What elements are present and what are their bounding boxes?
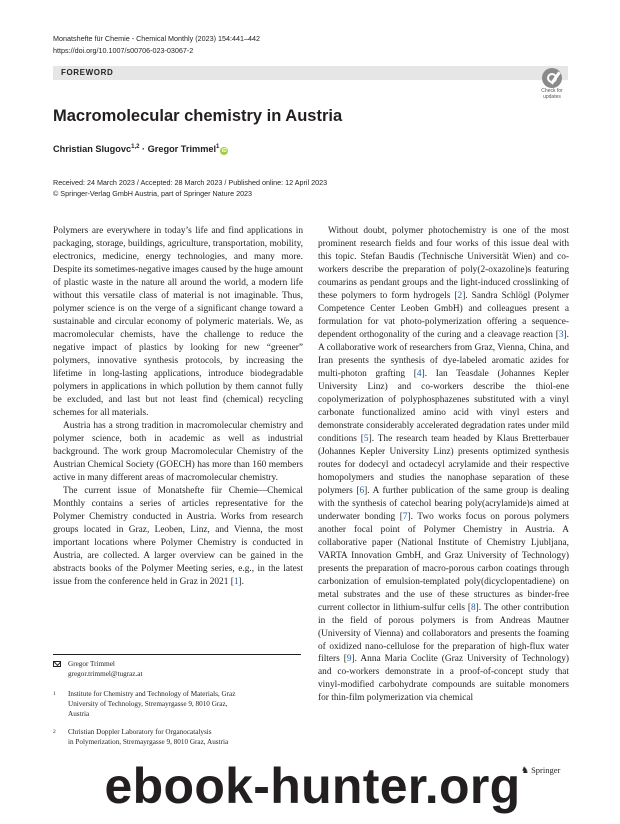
contact-email[interactable]: gregor.trimmel@tugraz.at [68, 670, 143, 678]
author-name[interactable]: Gregor Trimmel [147, 144, 217, 154]
orcid-icon[interactable]: iD [221, 148, 227, 154]
check-for-updates-badge[interactable] [537, 68, 567, 100]
doi-link[interactable]: https://doi.org/10.1007/s00706-023-03067-2 [53, 45, 194, 55]
body-paragraph: Without doubt, polymer photochemistry is one of the most prominent research fields and four works of this issue deal with this topic. Stefan Baudis (Technische Universität Wien) and co-workers describe the preparation of poly(2-oxazoline)s featuring coumarins as pendant groups and the light-induced crosslinking of these polymers to form hydrogels [2]. Sandra Schlögl (Polymer Competence Center Leoben GmbH) and colleagues present a formulation for vat photo-polymerization offering a sequence-dependent orthogonality of the curing and a cleavage reaction [3]. A collaborative work of researchers from Graz, Vienna, China, and Iran presents the synthesis of dye-labeled aromatic azides for multi-photon grafting [4]. Ian Teasdale (Johannes Kepler University Linz) and co-workers describe the thiol-ene copolymerization of polyphosphazenes substituted with a vinyl carbonate functionalized amino acid with vinyl esters and demonstrate considerably accelerated degradation rates under mild conditions [5]. The research team headed by Klaus Bretterbauer (Johannes Kepler University Linz) presents optimized synthesis routes for dodecyl and octadecyl acrylamide and their respective homopolymers and studies the nanophase separation of these polymers [6]. A further publication of the same group is dealing with the synthesis of catechol bearing poly(acrylamide)s aimed at underwater bonding [7]. Two works focus on porous polymers another focal point of Polymer Chemistry in Austria. A collaborative paper (National Institute of Chemistry Ljubljana, VARTA Innovation GmbH, and Graz University of Technology) presents the preparation of macro-porous carbon coatings through carbonization of emulsion-templated poly(dicyclopentadiene) on metal substrates and the use of these structures as binder-free current collector in lithium-sulfur cells [8]. The other contribution in the field of porous polymers is from Andreas Mautner (University of Vienna) and collaborators and presents the foaming of oxidized nano-cellulose for the preparation of high-flux water filters [9]. Anna Maria Coclite (Graz University of Technology) and co-workers demonstrate in a proof-of-concept study that vinyl-modified carbohydrate compounds are suitable monomers for thin-film polymerization via chemical [318, 226, 570, 704]
check-for-updates-icon [542, 68, 562, 88]
author-name[interactable]: Christian Slugovc [53, 144, 132, 154]
reference-link[interactable]: 4 [416, 368, 422, 379]
affiliation-1: 1 Institute for Chemistry and Technology of Materials, Graz University of Technology, Stremayrgasse 9, 8010 Graz, Austria [53, 690, 236, 718]
article-history [53, 177, 327, 199]
check-for-updates-text: Check for updates [541, 88, 563, 100]
publisher-name: Springer [531, 765, 561, 775]
contact-name: Gregor Trimmel [68, 660, 115, 668]
body-paragraph: Polymers are everywhere in today’s life and find applications in packaging, storage, buildings, agriculture, transportation, mobility, electronics, medicine, energy technologies, and many more. Despite its sometimes-negative images caused by the huge amount of plastic waste in the nature all around the world, a modern life without this versatile class of material is not imaginable. Thus, polymer science is on the verge of a significant change toward a sustainable and circular economy of polymeric materials. We, as macromolecular chemists, have the challenge to reduce the negative impact of plastics by looking for new “greener” polymers, innovative synthesis protocols, by increasing the lifetime in long-lasting applications, introduce biodegradable polymers in applications in which pollution by them cannot fully be excluded, and last but not least find (chemical) recycling schemes for all materials. [53, 226, 303, 418]
reference-link[interactable]: 1 [233, 576, 239, 587]
body-paragraph: Austria has a strong tradition in macromolecular chemistry and polymer science, both in academic as well as industrial background. The work group Macromolecular Chemistry of the Austrian Chemical Society (GOECH) has more than 160 members active in many different areas of macromolecular chemistry. [53, 420, 303, 483]
section-band [53, 66, 568, 80]
footnote-divider [53, 654, 301, 655]
reference-link[interactable]: 9 [346, 654, 352, 665]
author-affiliation-marker: 1 [216, 144, 220, 150]
running-header [53, 33, 260, 56]
watermark: ebook-hunter.org [104, 758, 521, 814]
article-title: Macromolecular chemistry in Austria [53, 107, 343, 125]
springer-horse-icon: ♞ [521, 765, 530, 775]
corresponding-author [53, 659, 303, 681]
reference-link[interactable]: 3 [558, 329, 564, 340]
body-paragraph: The current issue of Monatshefte für Chemie—Chemical Monthly contains a series of articles representative for the Polymer Chemistry conducted in Austria. Works from research groups located in Graz, Leoben, Linz, and Vienna, the most important locations where Polymer Chemistry is conducted in Austria, are collected. A larger overview can be gained in the abstracts books of the Polymer Meeting series, e.g., in the latest issue from the conference held in Graz in 2021 [1]. [53, 485, 303, 587]
reference-link[interactable]: 5 [363, 433, 369, 444]
section-label: FOREWORD [61, 68, 114, 77]
reference-link[interactable]: 2 [457, 290, 463, 301]
body-column-left [53, 225, 303, 589]
author-affiliation-marker: 1,2 [131, 144, 140, 150]
reference-link[interactable]: 8 [470, 602, 476, 613]
journal-citation: Monatshefte für Chemie - Chemical Monthly (2023) 154:441–442 [53, 34, 260, 43]
affiliation-2: 2 Christian Doppler Laboratory for Organocatalysis in Polymerization, Stremayrgasse 9, 8010 Graz, Austria [53, 728, 229, 746]
envelope-icon [53, 660, 61, 670]
copyright-line: © Springer-Verlag GmbH Austria, part of Springer Nature 2023 [53, 189, 253, 198]
reference-link[interactable]: 7 [402, 511, 408, 522]
body-column-right [318, 225, 569, 705]
publication-dates: Received: 24 March 2023 / Accepted: 28 March 2023 / Published online: 12 April 2023 [53, 178, 328, 187]
affiliation-number: 1 [53, 691, 56, 697]
affiliation-number: 2 [53, 729, 56, 735]
author-list [53, 144, 228, 155]
reference-link[interactable]: 6 [359, 485, 365, 496]
author-separator: · [139, 144, 148, 154]
